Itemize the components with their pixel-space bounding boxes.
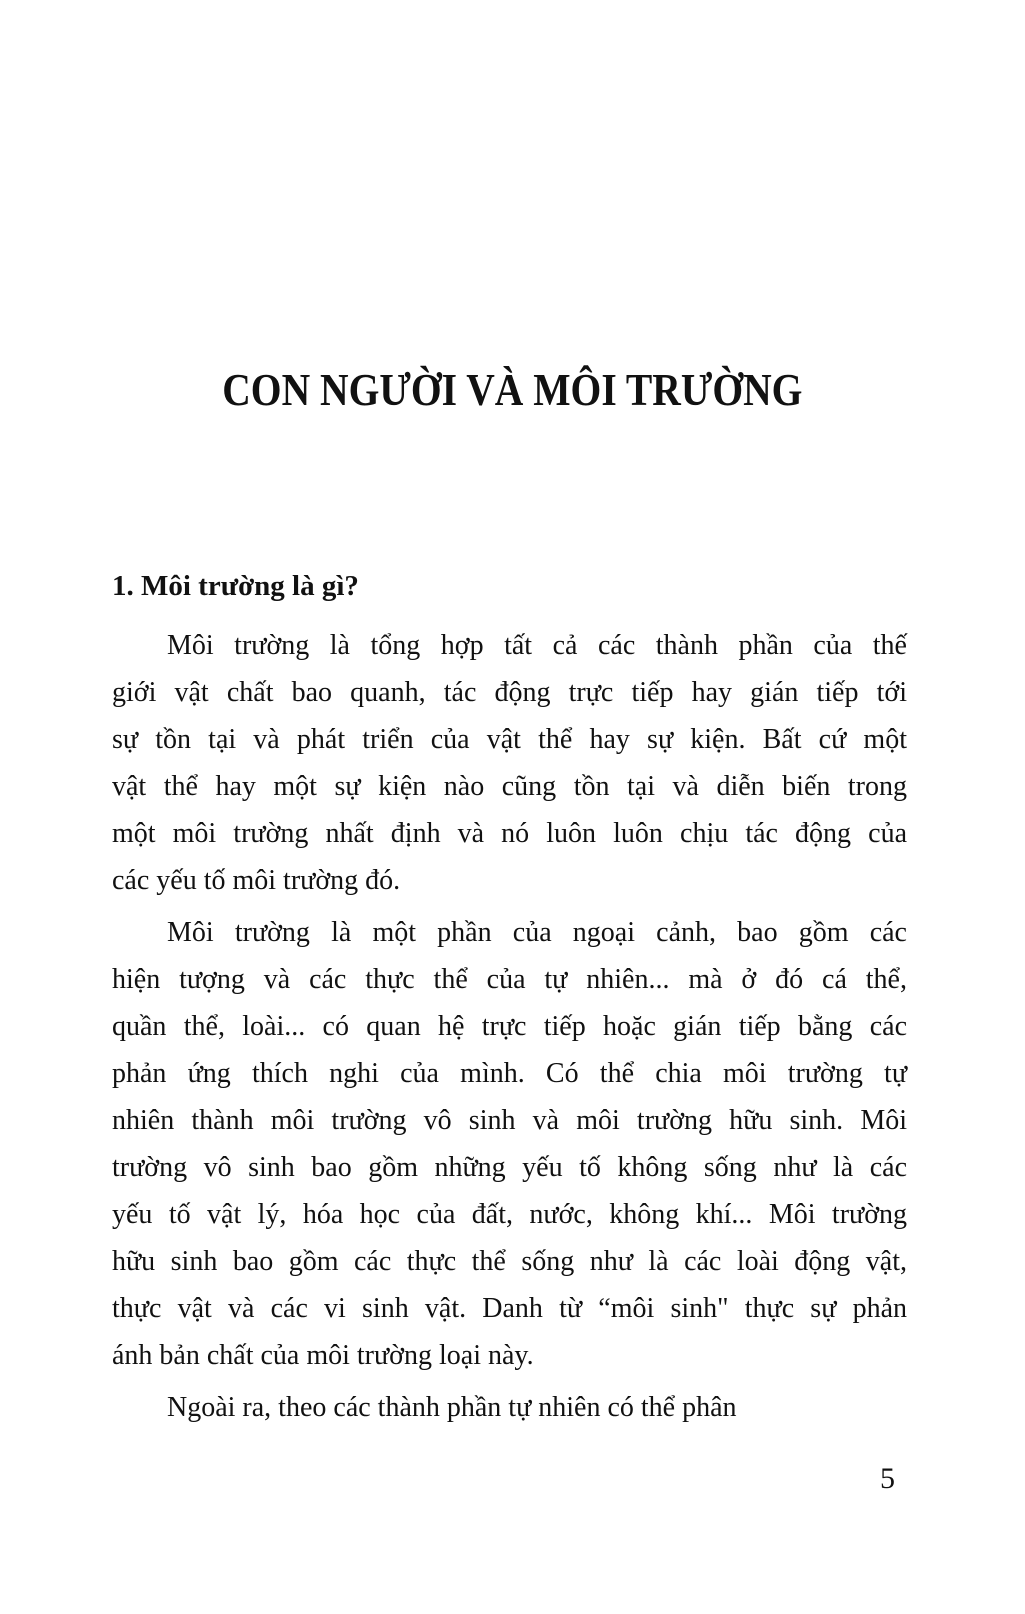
text-line: Môi trường là tổng hợp tất cả các thành phần của thế: [167, 630, 907, 661]
body-text: [112, 622, 907, 1436]
section-heading: 1. Môi trường là gì?: [112, 570, 359, 602]
text-line: các yếu tố môi trường đó.: [112, 865, 401, 896]
text-line: vật thể hay một sự kiện nào cũng tồn tại và diễn biến trong: [112, 771, 907, 802]
text-line: giới vật chất bao quanh, tác động trực tiếp hay gián tiếp tới: [112, 677, 907, 708]
text-line: phản ứng thích nghi của mình. Có thể chia môi trường tự: [112, 1058, 907, 1089]
paragraph: [112, 622, 907, 904]
text-line: nhiên thành môi trường vô sinh và môi trường hữu sinh. Môi: [112, 1105, 907, 1136]
paragraph: [112, 1384, 907, 1431]
text-line: yếu tố vật lý, hóa học của đất, nước, không khí... Môi trường: [112, 1199, 907, 1230]
page-title: [0, 358, 1025, 422]
text-line: Ngoài ra, theo các thành phần tự nhiên có thể phân: [167, 1392, 737, 1423]
text-line: một môi trường nhất định và nó luôn luôn chịu tác động của: [112, 818, 907, 849]
paragraph: [112, 909, 907, 1379]
text-line: ánh bản chất của môi trường loại này.: [112, 1340, 534, 1371]
text-line: Môi trường là một phần của ngoại cảnh, bao gồm các: [167, 917, 907, 948]
text-line: sự tồn tại và phát triển của vật thể hay sự kiện. Bất cứ một: [112, 724, 907, 755]
text-line: thực vật và các vi sinh vật. Danh từ “môi sinh" thực sự phản: [112, 1293, 907, 1324]
text-line: hiện tượng và các thực thể của tự nhiên... mà ở đó cá thể,: [112, 964, 907, 995]
page-number: 5: [880, 1462, 895, 1495]
text-line: trường vô sinh bao gồm những yếu tố không sống như là các: [112, 1152, 907, 1183]
text-line: hữu sinh bao gồm các thực thể sống như là các loài động vật,: [112, 1246, 907, 1277]
page-title-text: CON NGƯỜI VÀ MÔI TRƯỜNG: [222, 364, 803, 415]
text-line: quần thể, loài... có quan hệ trực tiếp hoặc gián tiếp bằng các: [112, 1011, 907, 1042]
